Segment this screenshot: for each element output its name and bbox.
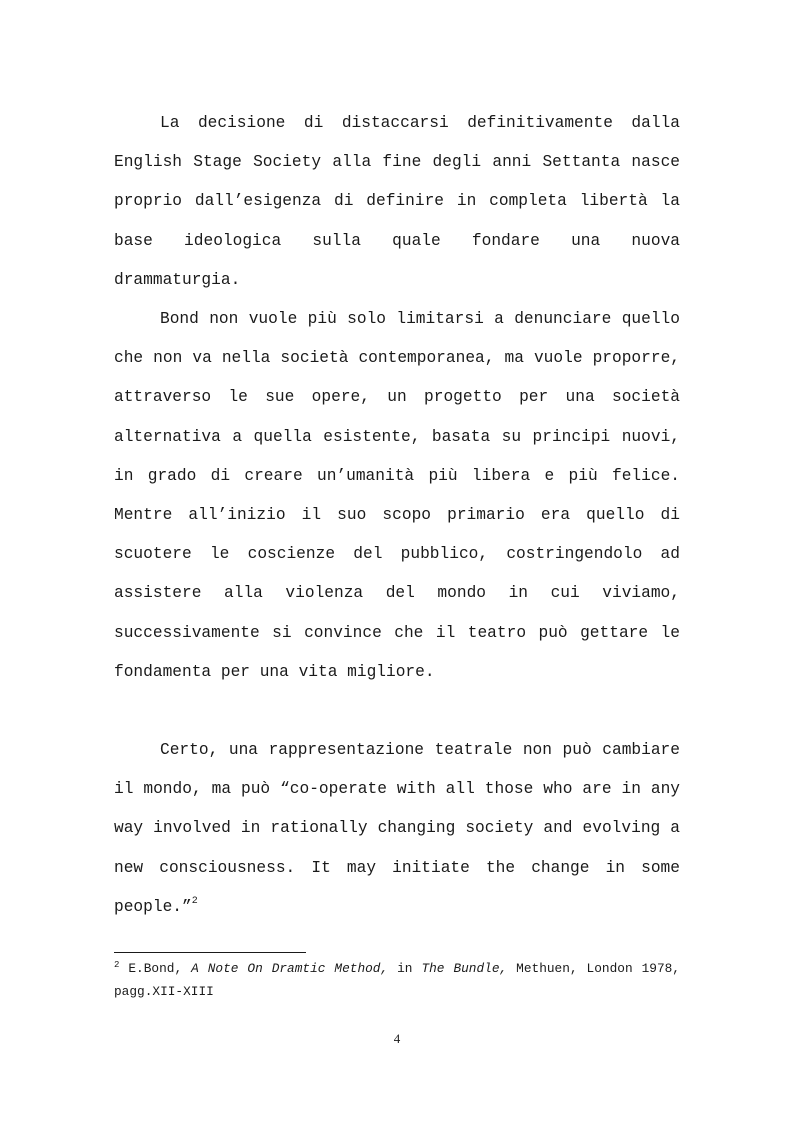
footnote-separator [114, 952, 306, 953]
body-paragraph-2 [114, 300, 680, 692]
paragraph-3-text: Certo, una rappresentazione teatrale non può cambiare il mondo, ma può “co-operate with all those who are in any way involved in rationally changing society and evolving a new consciousness. It may initiate the change in some people.” [114, 741, 680, 916]
paragraph-2-text: Bond non vuole più solo limitarsi a denunciare quello che non va nella società contemporanea, ma vuole proporre, attraverso le sue opere, un progetto per una società alternativa a quella esistente, basata su principi nuovi, in grado di creare un’umanità più libera e più felice. Mentre all’inizio il suo scopo primario era quello di scuotere le coscienze del pubblico, costringendolo ad assistere alla violenza del mondo in cui viviamo, successivamente si convince che il teatro può gettare le fondamenta per una vita migliore. [114, 310, 680, 681]
body-paragraph-3 [114, 731, 680, 927]
body-paragraph-1 [114, 104, 680, 300]
page-number: 4 [393, 1031, 401, 1046]
paragraph-1-text: La decisione di distaccarsi definitivamente dalla English Stage Society alla fine degli anni Settanta nasce proprio dall’esigenza di definire in completa libertà la base ideologica sulla quale fondare una nuova drammaturgia. [114, 114, 680, 289]
footnote [114, 957, 680, 1003]
footnote-number: 2 [114, 960, 120, 970]
footnote-reference: 2 [191, 895, 198, 907]
footnote-book-title: The Bundle, [421, 961, 508, 976]
footnote-work-title: A Note On Dramtic Method, [191, 961, 389, 976]
footnote-author: E.Bond, [119, 961, 192, 976]
footnote-in: in [388, 961, 422, 976]
footnote-publisher: Methuen, London 1978, pagg.XII-XIII [114, 961, 680, 999]
